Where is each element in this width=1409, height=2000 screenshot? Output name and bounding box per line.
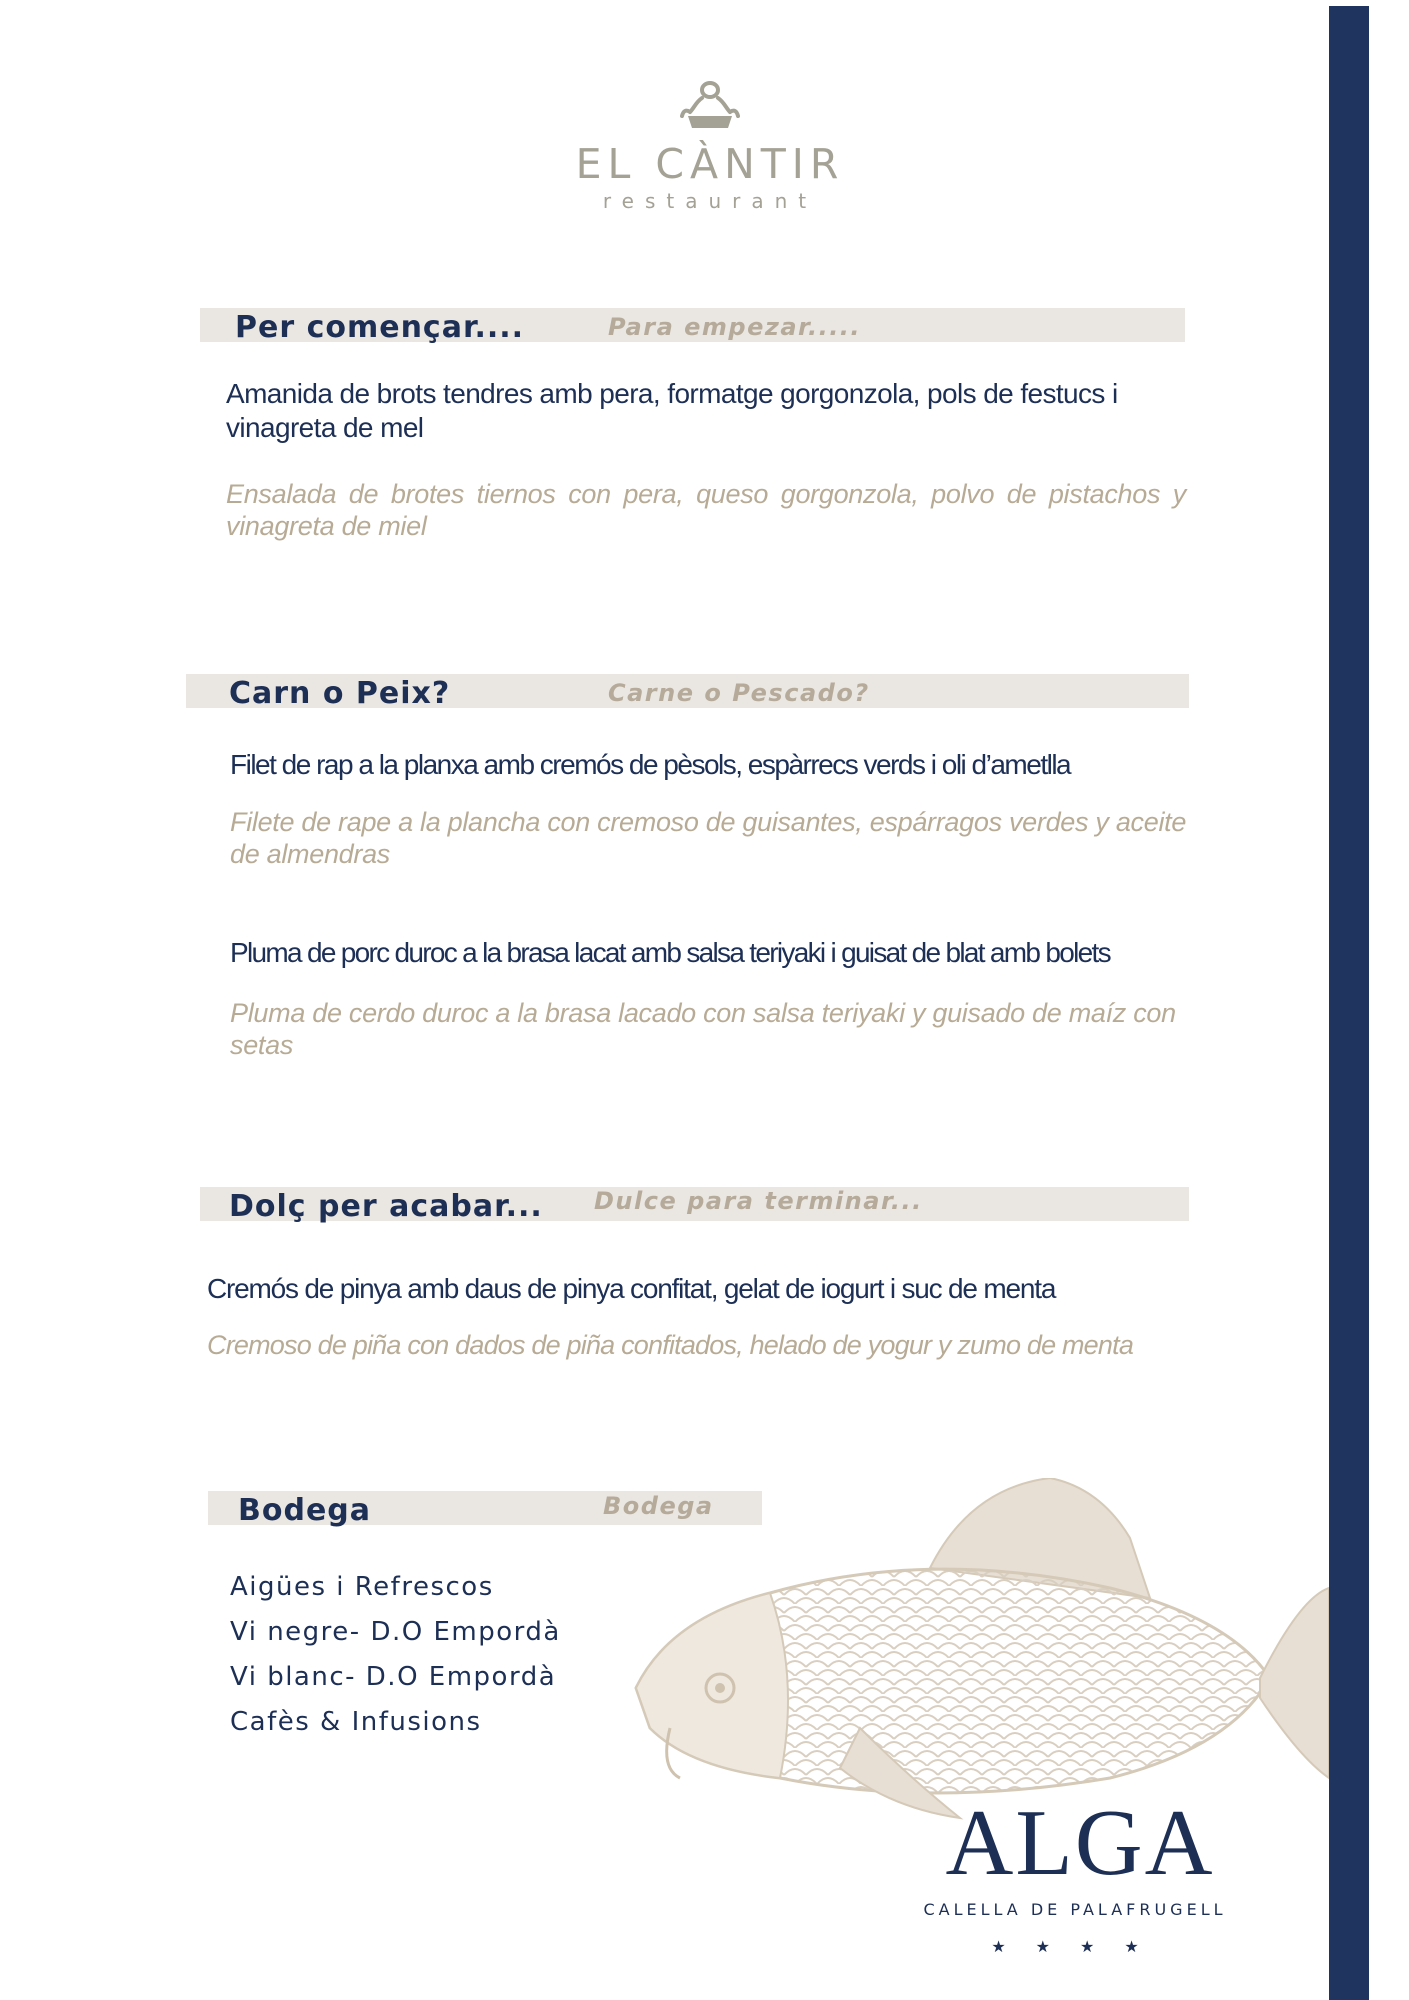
dish-catalan: Cremós de pinya amb daus de pinya confitat, gelat de iogurt i suc de menta xyxy=(207,1273,1056,1304)
section-subtitle-main: Carne o Pescado? xyxy=(608,679,870,707)
fish-illustration xyxy=(630,1478,1329,1838)
section-title-dessert: Dolç per acabar... xyxy=(229,1189,543,1224)
section-subtitle-bodega: Bodega xyxy=(603,1492,714,1520)
section-subtitle-dessert: Dulce para terminar... xyxy=(594,1187,923,1215)
cantir-jug-icon xyxy=(678,80,742,132)
list-item: Vi negre- D.O Empordà xyxy=(230,1617,561,1647)
section-title-main: Carn o Peix? xyxy=(229,676,451,711)
dish-spanish: Ensalada de brotes tiernos con pera, queso gorgonzola, polvo de pistachos y vinagreta de miel xyxy=(226,479,1186,541)
dish-spanish: Filete de rape a la plancha con cremoso de guisantes, espárragos verdes y aceite de almendras xyxy=(230,807,1187,869)
dish-catalan: Filet de rap a la planxa amb cremós de pèsols, espàrrecs verds i oli d’ametlla xyxy=(230,749,1071,780)
list-item: Vi blanc- D.O Empordà xyxy=(230,1662,557,1692)
dish-spanish: Cremoso de piña con dados de piña confitados, helado de yogur y zumo de menta xyxy=(207,1330,1134,1360)
list-item: Aigües i Refrescos xyxy=(230,1572,494,1602)
restaurant-logo xyxy=(560,80,860,211)
dish-catalan: Pluma de porc duroc a la brasa lacat amb salsa teriyaki i guisat de blat amb bolets xyxy=(230,937,1110,968)
section-title-starter: Per començar.... xyxy=(235,310,525,345)
right-sidebar-bar xyxy=(1329,6,1369,2000)
footer-brand: ALGA xyxy=(945,1791,1215,1895)
brand-name: EL CÀNTIR xyxy=(575,140,845,188)
dish-spanish: Pluma de cerdo duroc a la brasa lacado con salsa teriyaki y guisado de maíz con setas xyxy=(230,998,1176,1060)
dish-catalan: Amanida de brots tendres amb pera, formatge gorgonzola, pols de festucs i vinagreta de mel xyxy=(226,378,1118,443)
section-subtitle-starter: Para empezar..... xyxy=(608,313,862,341)
list-item: Cafès & Infusions xyxy=(230,1707,482,1737)
footer-stars: ★★★★ xyxy=(991,1937,1169,1956)
brand-subtitle: restaurant xyxy=(602,189,818,213)
section-title-bodega: Bodega xyxy=(238,1493,372,1528)
bodega-list xyxy=(230,1565,561,1745)
footer-location: CALELLA DE PALAFRUGELL xyxy=(923,1900,1227,1919)
